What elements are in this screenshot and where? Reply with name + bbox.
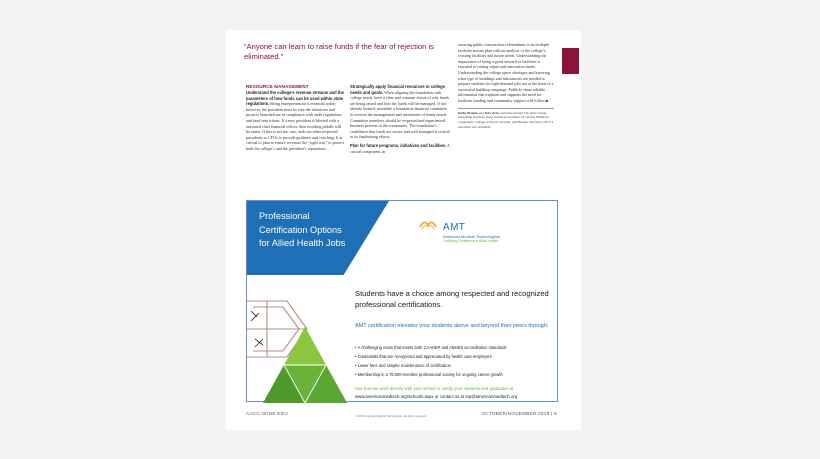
magazine-page xyxy=(226,30,581,430)
author-name: Kathy Brumm xyxy=(458,110,478,115)
article-column-1 xyxy=(246,84,346,155)
amt-logo-tagline: Certifying Excellence in Allied Health xyxy=(443,239,499,243)
article-column-3 xyxy=(458,42,554,130)
ad-heading: Students have a choice among respected and recognized professional certifications. xyxy=(355,289,549,309)
paragraph-body: A critical component in xyxy=(350,142,450,154)
paragraph xyxy=(246,90,346,152)
paragraph xyxy=(350,143,450,154)
paragraph-lead: Understand the college’s revenue streams and the parameters of how funds can be used within state regulations. xyxy=(246,90,344,107)
bio-text: and have formed The Zeiss Group consulting business. Zeiss retired as president of Central Piedmont Community College in North Carolina, and Brumm retired as CPCC’s executive vice president. xyxy=(458,110,554,129)
list-item: • A challenging exam that meets both CAAHEP and ABHES accreditation standards xyxy=(355,344,555,353)
author-name: Toby Zeiss xyxy=(484,110,500,115)
list-item: • Lower fees and simpler maintenance of certification xyxy=(355,362,555,371)
paragraph-body: securing public construction referendums is an in-depth facilities master plan with an analysis of the college’s existing facilities and future needs. Understanding the importance of being a good steward of facilities is essential to raising repair and renovation funds. Understanding the college space shortages and knowing what type of buildings and laboratories are needed to prepare students for high-demand jobs are at the heart of a successful building campaign. Publicly share reliable information that explains and supports the need for facilities funding and community support will follow. xyxy=(458,42,554,103)
paragraph xyxy=(458,42,554,104)
ad-hexagon-artwork xyxy=(247,299,393,403)
ad-lead: AMT certification elevates your students above and beyond their peers through: xyxy=(355,323,549,329)
ad-cta-link[interactable]: www.americanmedtech.org/Schools.aspx or contact us at srp@americanmedtech.org xyxy=(355,394,518,399)
footer-issue-page: OCTOBER/NOVEMBER 2018 | 9 xyxy=(481,411,557,416)
ad-headline-line: Professional xyxy=(259,211,310,221)
amt-logo-subtitle: American Medical Technologists xyxy=(443,234,501,239)
list-item: • Credentials that are recognized and appreciated by health care employers xyxy=(355,353,555,362)
amt-logo-icon xyxy=(419,218,437,232)
amt-logo-name: AMT xyxy=(443,222,466,233)
ad-headline xyxy=(259,210,377,251)
ad-copyright: © 2018 American Medical Technologists. All rights reserved. xyxy=(355,415,427,418)
end-mark-icon: ■ xyxy=(545,97,549,103)
list-item: • Membership in a 75,000-member professional society for ongoing career growth xyxy=(355,371,555,380)
ad-cta-text: See how we work directly with your school to certify your students and graduates at xyxy=(355,386,514,391)
paragraph xyxy=(350,84,450,140)
section-heading: RESOURCE MANAGEMENT xyxy=(246,84,309,89)
paragraph-lead: Plan for future programs, initiatives and facilities. xyxy=(350,142,447,148)
ad-headline-line: for Allied Health Jobs xyxy=(259,238,346,248)
author-bio: Kathy Brumm and Toby Zeiss and have formed The Zeiss Group consulting business. Zeiss retired as president of Central Piedmont Community College in North Carolina, and Brumm retired as CPCC’s executive vice president. xyxy=(458,108,554,130)
footer-website: AACC.NCHE.EDU xyxy=(246,411,288,416)
paragraph-body: Being entrepreneurial is essential today; however, the president must be sure the initiatives and projects launched are in compliance with audit regulations and fund restrictions. If a new president is blessed with a seasoned chief financial officer, then avoiding pitfalls will be easier. If this is not the case, seek out other respected presidents or CFOs to provide guidance and coaching. It is critical to plan to ensure revenues the “right way” to protect both the college’s and the president’s reputations. xyxy=(246,101,344,151)
ad-headline-line: Certification Options xyxy=(259,224,342,235)
paragraph-body: When aligning the foundation with college needs, have a clear and constant vision of why funds are being raised and how the funds will be managed. If not already formed, assemble a foundation financial committee to oversee the management and investment of funds raised. Committee members should be respected and experienced business persons in the community. The foundation’s confidence that funds are secure and well managed is critical to its fundraising efforts. xyxy=(350,89,450,140)
pull-quote: “Anyone can learn to raise funds if the fear of rejection is eliminated.” xyxy=(244,42,434,61)
article-column-2 xyxy=(350,84,450,157)
paragraph-lead: Strategically apply financial resources to college needs and goals. xyxy=(350,84,445,95)
section-tab-marker xyxy=(562,48,579,74)
